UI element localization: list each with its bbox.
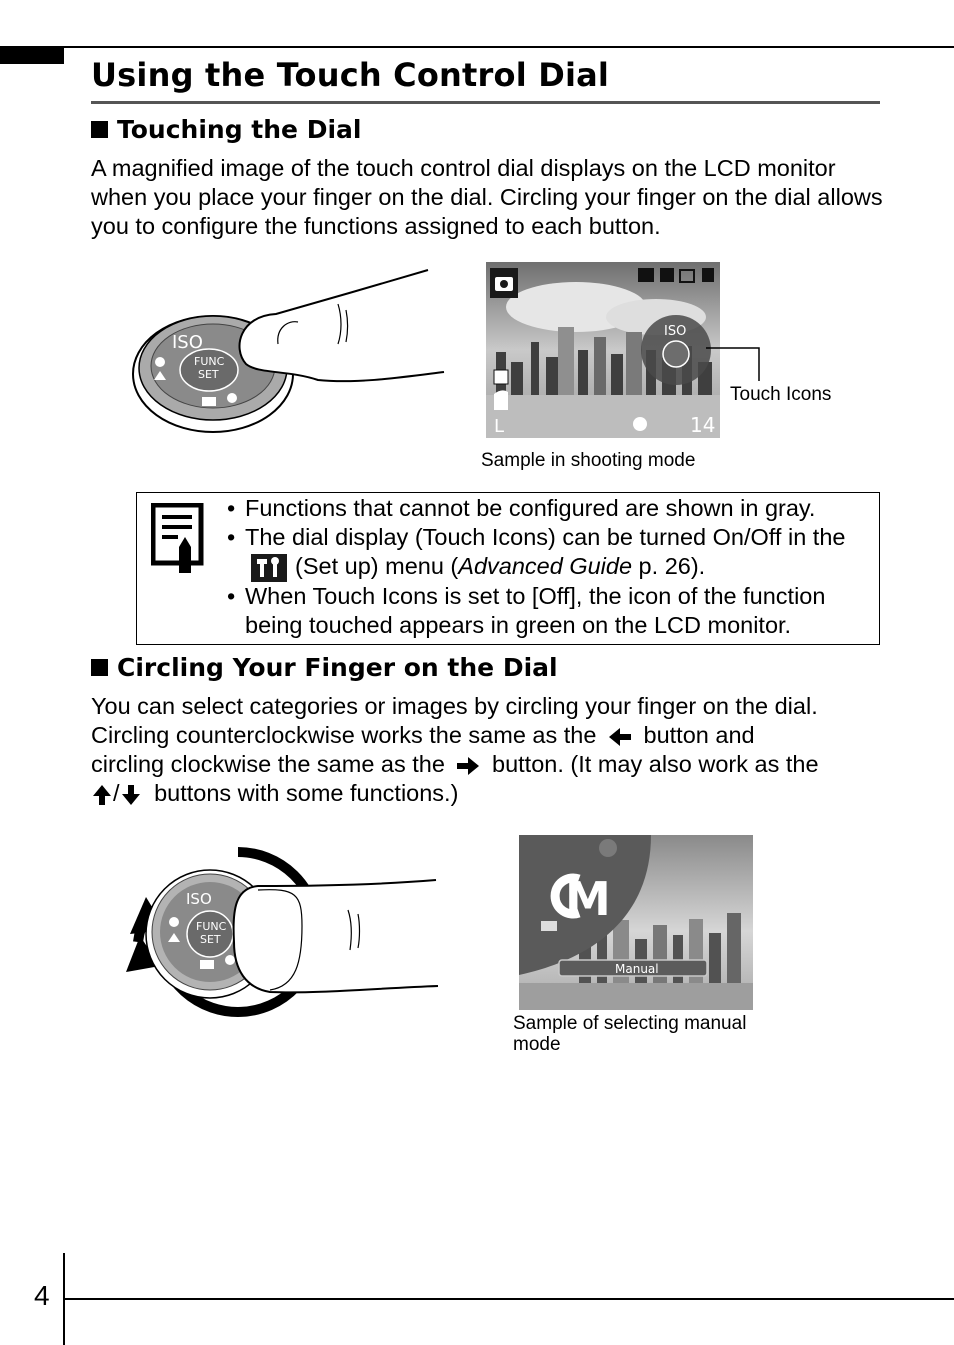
dial-set-label: SET [198,368,219,381]
lcd-touch-iso-label: ISO [664,324,687,339]
note-item-text-2: (Set up) menu ( [295,553,459,579]
title-rule [91,101,880,104]
section-heading-text: Touching the Dial [117,115,362,144]
square-bullet-icon [91,121,108,138]
touch-icons-callout-line [706,345,766,385]
arrow-separator: / [113,780,120,806]
section2-line3 [91,750,901,779]
dial2-iso-label: ISO [186,890,212,908]
lcd-shooting-mode-image [486,262,720,438]
lcd-manual-mode-image [519,835,753,1010]
note-item [225,523,885,582]
note-item [225,494,885,523]
setup-menu-icon [251,554,287,582]
page-title: Using the Touch Control Dial [91,56,610,94]
section2-line4 [91,779,901,808]
section2-line1: You can select categories or images by circling your finger on the dial. [91,693,818,719]
down-arrow-icon [120,783,142,807]
manual-mode-caption-line1: Sample of selecting manual [513,1013,747,1034]
manual-mode-caption [513,1013,746,1055]
note-pencil-icon [151,503,207,575]
dial2-set-label: SET [200,933,221,946]
note-item [225,582,885,640]
note-item-text: Functions that cannot be configured are shown in gray. [245,495,816,521]
note-list [225,494,885,640]
note-item-text: When Touch Icons is set to [Off], the icon of the function being touched appears in green on the LCD monitor. [245,582,826,638]
note-box [136,492,880,645]
section-heading-touching [91,115,361,144]
section1-paragraph: A magnified image of the touch control dial displays on the LCD monitor when you place your finger on the dial. Circling your finger on the dial allows you to configure the functions assigned to each button. [91,155,883,239]
section2-line3-end: button. (It may also work as the [492,751,819,777]
section2-line4-end: buttons with some functions.) [154,780,459,806]
section2-paragraph [91,692,901,808]
section2-line2-end: button and [643,722,755,748]
section2-line3-start: circling clockwise the same as the [91,751,445,777]
up-arrow-icon [91,783,113,807]
lcd-mode-label: Manual [615,962,659,976]
note-item-text: The dial display (Touch Icons) can be turned On/Off in the [245,524,846,550]
section2-line2 [91,721,901,750]
lcd-mode-letter: M [565,872,611,926]
top-tab [0,46,64,64]
lcd-image-size: L [494,416,505,437]
advanced-guide-reference: Advanced Guide [458,553,633,579]
section-heading-circling [91,653,558,682]
left-arrow-icon [607,726,633,748]
right-arrow-icon [455,755,481,777]
footer-horizontal-rule [63,1298,954,1300]
page-number: 4 [34,1280,50,1311]
finger-circling-dial-illustration [118,842,440,1020]
dial2-func-label: FUNC [196,920,227,933]
square-bullet-icon [91,659,108,676]
shooting-mode-caption: Sample in shooting mode [481,450,696,471]
touch-icons-label: Touch Icons [730,384,832,405]
dial-func-label: FUNC [194,355,225,368]
section-heading-text: Circling Your Finger on the Dial [117,653,558,682]
manual-mode-caption-line2: mode [513,1034,561,1055]
finger-touching-dial-illustration [128,262,450,438]
dial-iso-label: ISO [172,332,203,353]
lcd-shots-remaining: 14 [690,413,716,437]
top-rule [0,46,954,48]
note-item-page-ref: p. 26). [632,553,706,579]
section2-line2-start: Circling counterclockwise works the same as the [91,722,597,748]
